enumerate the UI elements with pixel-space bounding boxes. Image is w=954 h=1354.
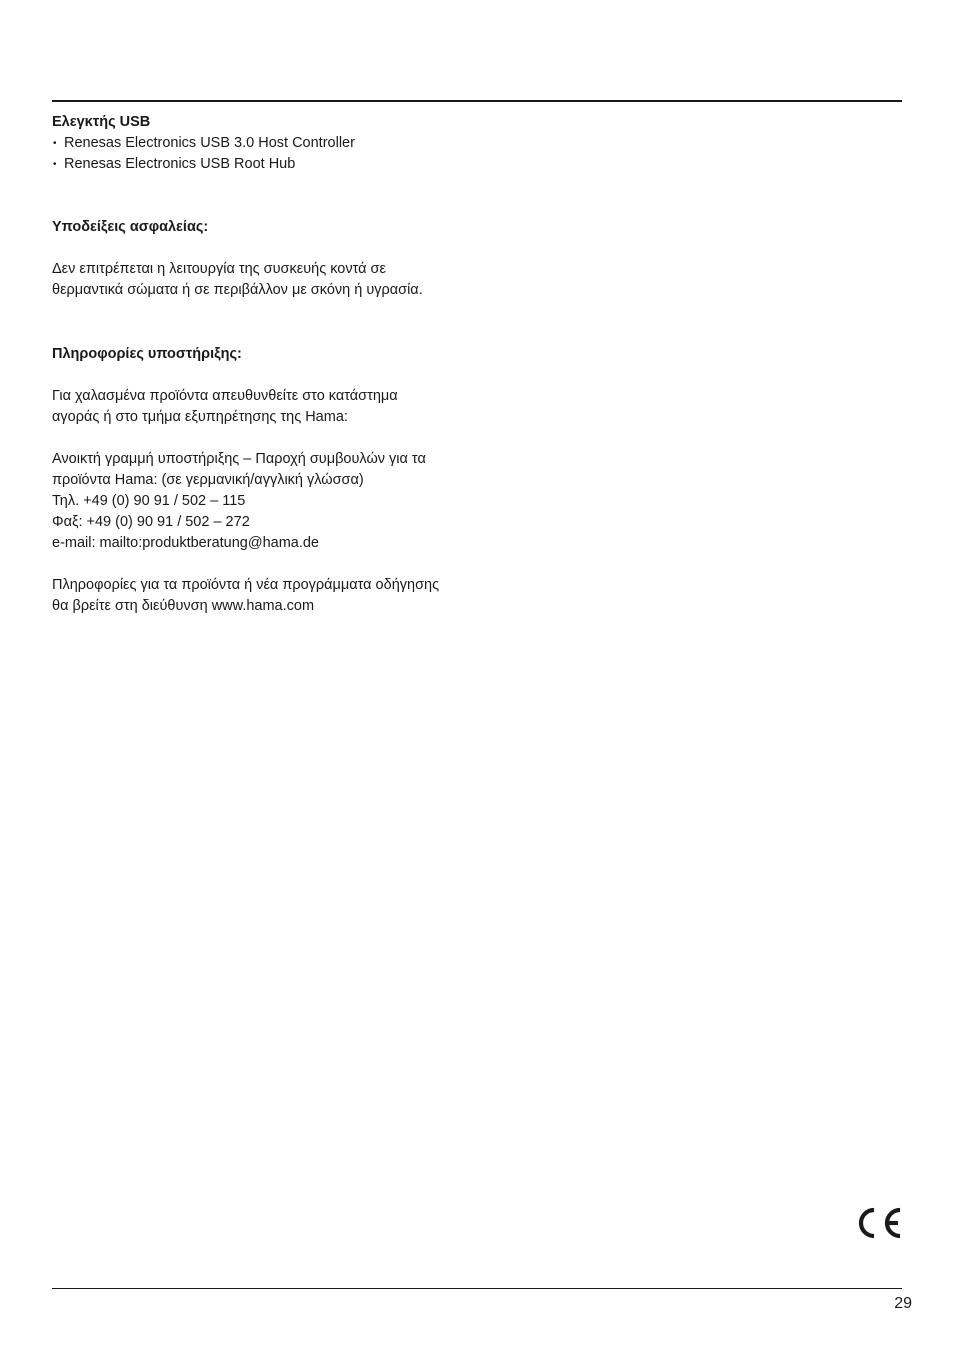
spacer (52, 554, 492, 575)
spacer (52, 238, 492, 259)
hotline-line: Ανοικτή γραμμή υποστήριξης – Παροχή συμβουλών για τα (52, 451, 426, 467)
info-line: Πληροφορίες για τα προϊόντα ή νέα προγράμματα οδήγησης (52, 577, 440, 593)
list-item: • Renesas Electronics USB 3.0 Host Controller (52, 133, 492, 154)
spacer (52, 301, 492, 344)
list-item: • Renesas Electronics USB Root Hub (52, 154, 492, 175)
support-heading: Πληροφορίες υποστήριξης: (52, 346, 242, 362)
spacer (52, 365, 492, 386)
safety-heading: Υποδείξεις ασφαλείας: (52, 219, 209, 235)
hotline-line: προϊόντα Hama: (σε γερμανική/αγγλική γλώσσα) (52, 472, 364, 488)
safety-line: θερμαντικά σώματα ή σε περιβάλλον με σκόνη ή υγρασία. (52, 282, 423, 298)
website-line: θα βρείτε στη διεύθυνση www.hama.com (52, 598, 315, 614)
spacer (52, 428, 492, 449)
phone-number: Τηλ. +49 (0) 90 91 / 502 – 115 (52, 493, 246, 509)
bottom-divider (52, 1288, 902, 1289)
document-body (52, 112, 492, 617)
safety-line: Δεν επιτρέπεται η λειτουργία της συσκευής κοντά σε (52, 261, 386, 277)
top-divider (52, 100, 902, 102)
usb-controller-list (52, 133, 492, 175)
fax-number: Φαξ: +49 (0) 90 91 / 502 – 272 (52, 514, 250, 530)
usb-controller-heading: Ελεγκτής USB (52, 114, 151, 130)
support-intro-line: Για χαλασμένα προϊόντα απευθυνθείτε στο κατάστημα (52, 388, 398, 404)
spacer (52, 175, 492, 217)
email-address[interactable]: e-mail: mailto:produktberatung@hama.de (52, 535, 319, 551)
ce-mark-icon (855, 1206, 903, 1240)
support-intro-line: αγοράς ή στο τμήμα εξυπηρέτησης της Hama: (52, 409, 348, 425)
page-number: 29 (894, 1295, 912, 1312)
